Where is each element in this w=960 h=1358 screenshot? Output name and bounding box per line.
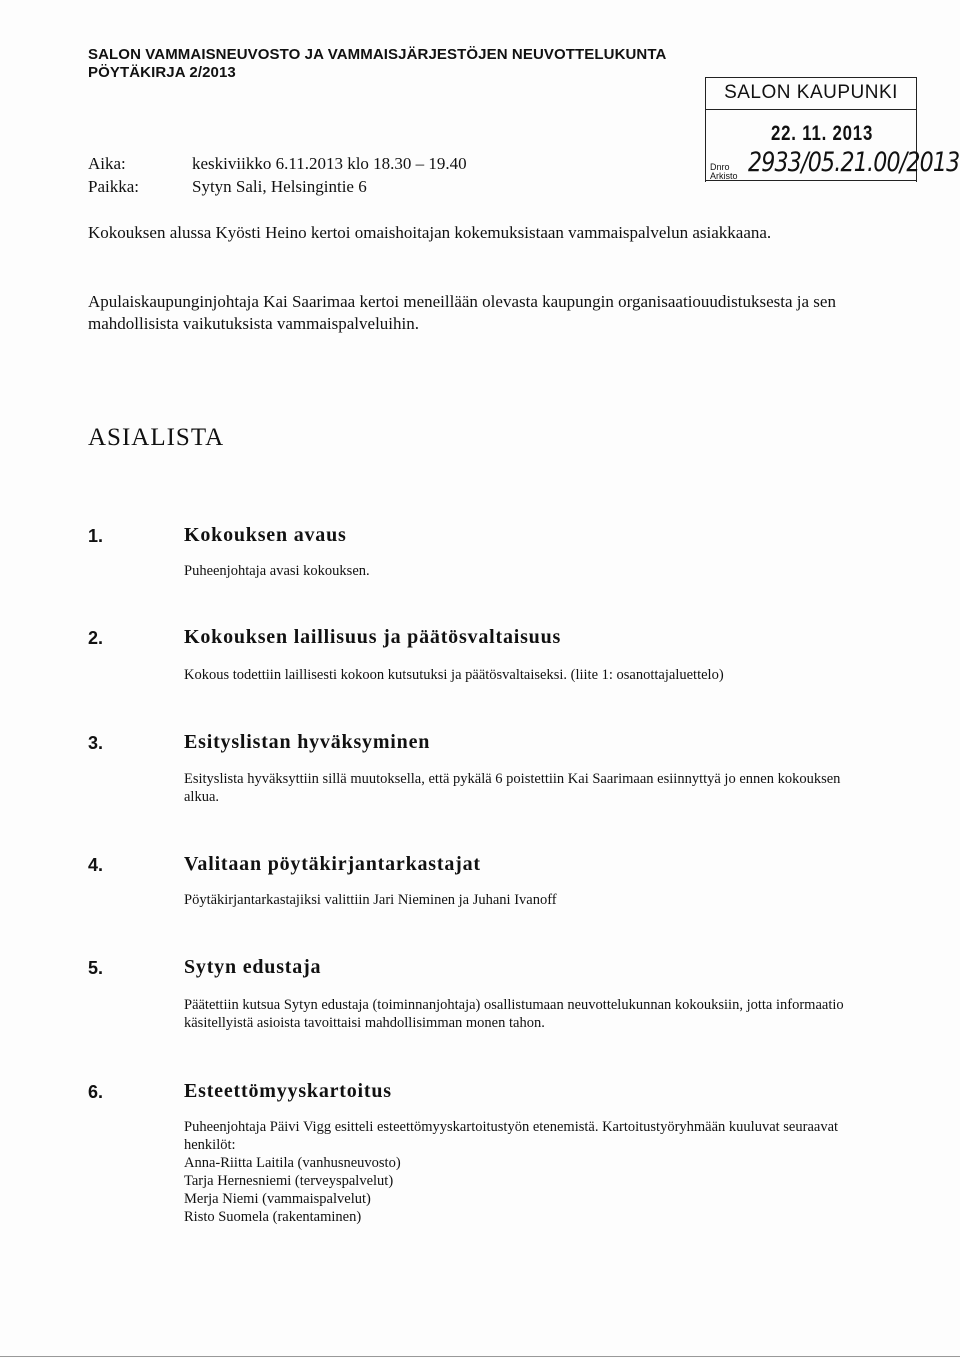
item-body xyxy=(184,1118,864,1226)
stamp-arkisto-label: Arkisto xyxy=(710,171,738,181)
item-title: Esityslistan hyväksyminen xyxy=(184,731,431,753)
item-body-line: Puheenjohtaja Päivi Vigg esitteli esteettömyyskartoitustyön etenemistä. Kartoitustyöryhmään kuuluvat seuraavat henkilöt: xyxy=(184,1119,839,1153)
stamp-divider xyxy=(706,109,916,110)
item-number: 3. xyxy=(88,733,104,753)
stamp-bottom-line xyxy=(706,180,916,181)
stamp-handwritten-number: 2933/05.21.00/2013 xyxy=(748,147,960,178)
document-header xyxy=(88,46,666,82)
registry-stamp xyxy=(705,77,960,182)
item-body xyxy=(184,562,864,580)
place-label: Paikka: xyxy=(88,177,139,196)
item-number: 4. xyxy=(88,855,104,875)
item-title: Sytyn edustaja xyxy=(184,956,322,978)
minutes-number: PÖYTÄKIRJA 2/2013 xyxy=(88,64,236,81)
item-body xyxy=(184,770,864,806)
agenda-title: ASIALISTA xyxy=(88,424,225,451)
member-line: Anna-Riitta Laitila (vanhusneuvosto) xyxy=(184,1155,401,1171)
item-title: Kokouksen avaus xyxy=(184,524,347,546)
member-line: Tarja Hernesniemi (terveyspalvelut) xyxy=(184,1173,394,1189)
item-body-line: Pöytäkirjantarkastajiksi valittiin Jari Nieminen ja Juhani Ivanoff xyxy=(184,892,557,908)
item-body-line: Puheenjohtaja avasi kokouksen. xyxy=(184,563,370,579)
stamp-dnro-labels xyxy=(710,163,738,181)
item-title: Valitaan pöytäkirjantarkastajat xyxy=(184,853,481,875)
meeting-time-row xyxy=(88,152,467,175)
item-body-line: Päätettiin kutsua Sytyn edustaja (toiminnanjohtaja) osallistumaan neuvottelukunnan kokouksiin, jotta informaatio käsitellyistä asioista tavoittaisi mahdollisimman monen tahon. xyxy=(184,997,844,1031)
stamp-title: SALON KAUPUNKI xyxy=(724,82,898,103)
page-bottom-edge xyxy=(0,1356,960,1357)
item-number: 5. xyxy=(88,958,104,978)
item-body xyxy=(184,996,864,1032)
item-number: 2. xyxy=(88,628,104,648)
item-body-line: Esityslista hyväksyttiin sillä muutoksella, että pykälä 6 poistettiin Kai Saarimaan esiinnyttyä jo ennen kokouksen alkua. xyxy=(184,771,841,805)
item-number: 6. xyxy=(88,1082,104,1102)
item-body xyxy=(184,666,864,684)
organization-title: SALON VAMMAISNEUVOSTO JA VAMMAISJÄRJESTÖJEN NEUVOTTELUKUNTA xyxy=(88,46,667,63)
time-label: Aika: xyxy=(88,154,126,173)
meeting-meta xyxy=(88,152,467,198)
item-body-line: Kokous todettiin laillisesti kokoon kutsutuksi ja päätösvaltaiseksi. (liite 1: osanottajaluettelo) xyxy=(184,667,724,683)
item-number: 1. xyxy=(88,526,104,546)
item-title: Kokouksen laillisuus ja päätösvaltaisuus xyxy=(184,626,562,648)
stamp-date: 22. 11. 2013 xyxy=(771,122,874,145)
stamp-dnro-label: Dnro xyxy=(710,162,730,172)
member-line: Merja Niemi (vammaispalvelut) xyxy=(184,1191,371,1207)
intro-paragraph-1: Kokouksen alussa Kyösti Heino kertoi omaishoitajan kokemuksistaan vammaispalvelun asiakkaana. xyxy=(88,223,772,242)
item-title: Esteettömyyskartoitus xyxy=(184,1080,392,1102)
item-body xyxy=(184,891,864,909)
place-value: Sytyn Sali, Helsingintie 6 xyxy=(192,177,367,196)
time-value: keskiviikko 6.11.2013 klo 18.30 – 19.40 xyxy=(192,154,467,173)
intro-paragraph-2: Apulaiskaupunginjohtaja Kai Saarimaa kertoi meneillään olevasta kaupungin organisaatiouudistuksesta ja sen mahdollisista vaikutuksista vammaispalveluihin. xyxy=(88,292,836,333)
meeting-place-row xyxy=(88,175,467,198)
member-line: Risto Suomela (rakentaminen) xyxy=(184,1209,362,1225)
